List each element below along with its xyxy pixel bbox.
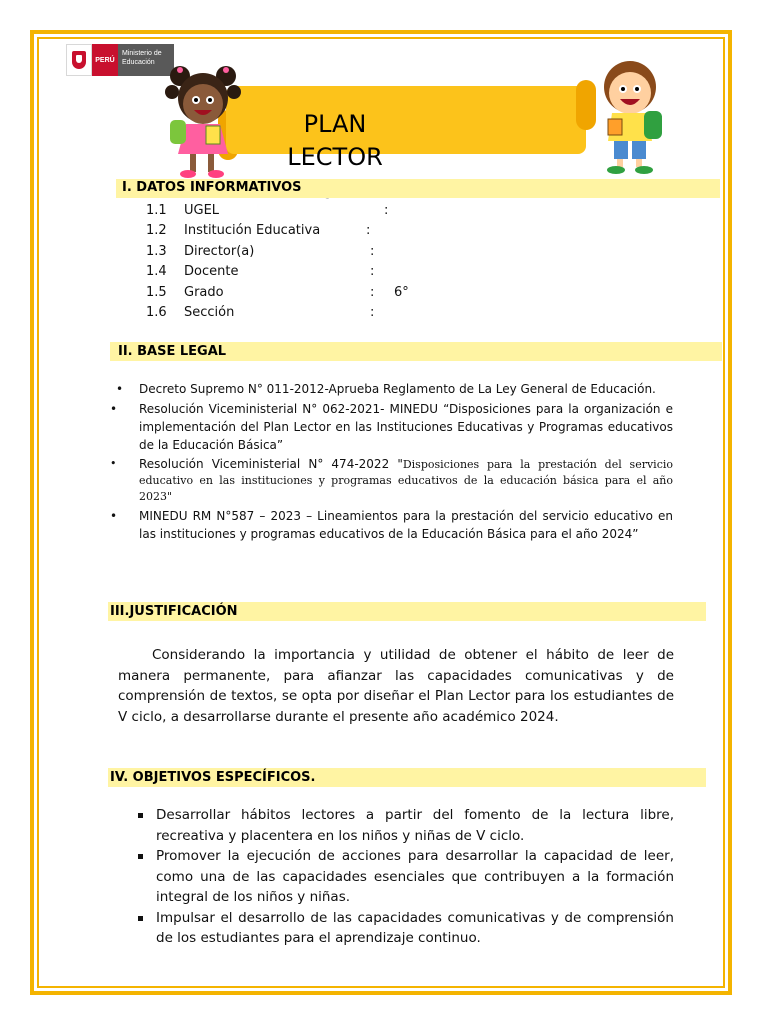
bullet-icon: • — [110, 402, 118, 416]
info-num: 1.1 — [146, 203, 167, 218]
info-num: 1.6 — [146, 305, 167, 320]
bullet-icon: • — [110, 509, 118, 523]
list-item — [108, 380, 673, 398]
logo-ministry: Ministerio de Educación — [118, 44, 174, 76]
justificacion-text: Considerando la importancia y utilidad de obtener el hábito de leer de manera permanente, para afianzar las capacidades comunicativas y de comprensión de textos, se opta por diseñar el Plan Lector para los estudiantes de V ciclo, a desarrollarse durante el presente año académico 2024. — [118, 647, 674, 726]
info-num: 1.4 — [146, 264, 167, 279]
girl-illustration-icon — [158, 62, 248, 180]
info-label: Institución Educativa — [184, 223, 321, 238]
info-sep: : — [366, 223, 371, 238]
info-label: Director(a) — [184, 244, 255, 259]
section-title-objetivos: IV. OBJETIVOS ESPECÍFICOS. — [110, 770, 316, 785]
info-num: 1.3 — [146, 244, 167, 259]
base-legal-list — [108, 380, 673, 545]
title-line-2: LECTOR — [287, 143, 383, 171]
base-legal-item: MINEDU RM N°587 – 2023 – Lineamientos para la prestación del servicio educativo en las instituciones y programas educativos de la Educación Básica para el año 2024” — [139, 509, 673, 541]
list-item — [136, 846, 674, 908]
objectives-list — [136, 805, 674, 949]
coat-of-arms-icon — [66, 44, 92, 76]
info-label: Docente — [184, 264, 239, 279]
list-item — [108, 400, 673, 454]
list-item — [136, 908, 674, 949]
list-item — [136, 805, 674, 846]
info-label: Sección — [184, 305, 235, 320]
title-line-1: PLAN — [303, 110, 367, 138]
objective-item: Promover la ejecución de acciones para desarrollar la capacidad de leer, como una de las capacidades esenciales que contribuyen a la formación integral de los niños y niñas. — [156, 848, 674, 905]
base-legal-item: Disposiciones para la prestación del servicio educativo en las instituciones y programas educativos de la educación básica para el año 2023 — [139, 458, 673, 503]
square-bullet-icon — [138, 813, 143, 818]
section-title-justificacion: III.JUSTIFICACIÓN — [110, 604, 238, 619]
base-legal-item: Resolución Viceministerial N° 062-2021- MINEDU “Disposiciones para la organización e implementación del Plan Lector en las Instituciones Educativas y Programas educativos de la Educación Básica” — [139, 402, 673, 452]
bullet-icon: • — [110, 457, 117, 470]
info-num: 1.5 — [146, 285, 167, 300]
section-title-datos: I. DATOS INFORMATIVOS — [122, 180, 302, 195]
boy-illustration-icon — [586, 55, 676, 177]
info-value: 6° — [394, 285, 409, 300]
info-sep: : — [370, 285, 375, 300]
square-bullet-icon — [138, 916, 143, 921]
list-item — [108, 507, 673, 543]
section-title-base-legal: II. BASE LEGAL — [118, 344, 227, 359]
base-legal-item-prefix: Resolución Viceministerial N° 474-2022 " — [139, 457, 403, 471]
logo-country: PERÚ — [92, 44, 118, 76]
info-sep: : — [370, 244, 375, 259]
base-legal-item: Decreto Supremo N° 011-2012-Aprueba Reglamento de La Ley General de Educación. — [139, 382, 656, 396]
bullet-icon: • — [116, 382, 124, 396]
info-label: Grado — [184, 285, 224, 300]
objective-item: Impulsar el desarrollo de las capacidades comunicativas y de comprensión de los estudiantes para el aprendizaje continuo. — [156, 909, 674, 946]
info-sep: : — [370, 305, 375, 320]
info-sep: : — [370, 264, 375, 279]
info-sep: : — [384, 203, 389, 218]
square-bullet-icon — [138, 854, 143, 859]
list-item: • Resolución Viceministerial N° 474-2022 "Disposiciones para la prestación del servicio educativo en las instituciones y programas educativos de la educación básica para el año 2023" — [110, 457, 673, 503]
info-label: UGEL — [184, 203, 220, 218]
info-num: 1.2 — [146, 223, 167, 238]
objective-item: Desarrollar hábitos lectores a partir del fomento de la lectura libre, recreativa y placentera en los niños y niñas de V ciclo. — [156, 807, 674, 844]
